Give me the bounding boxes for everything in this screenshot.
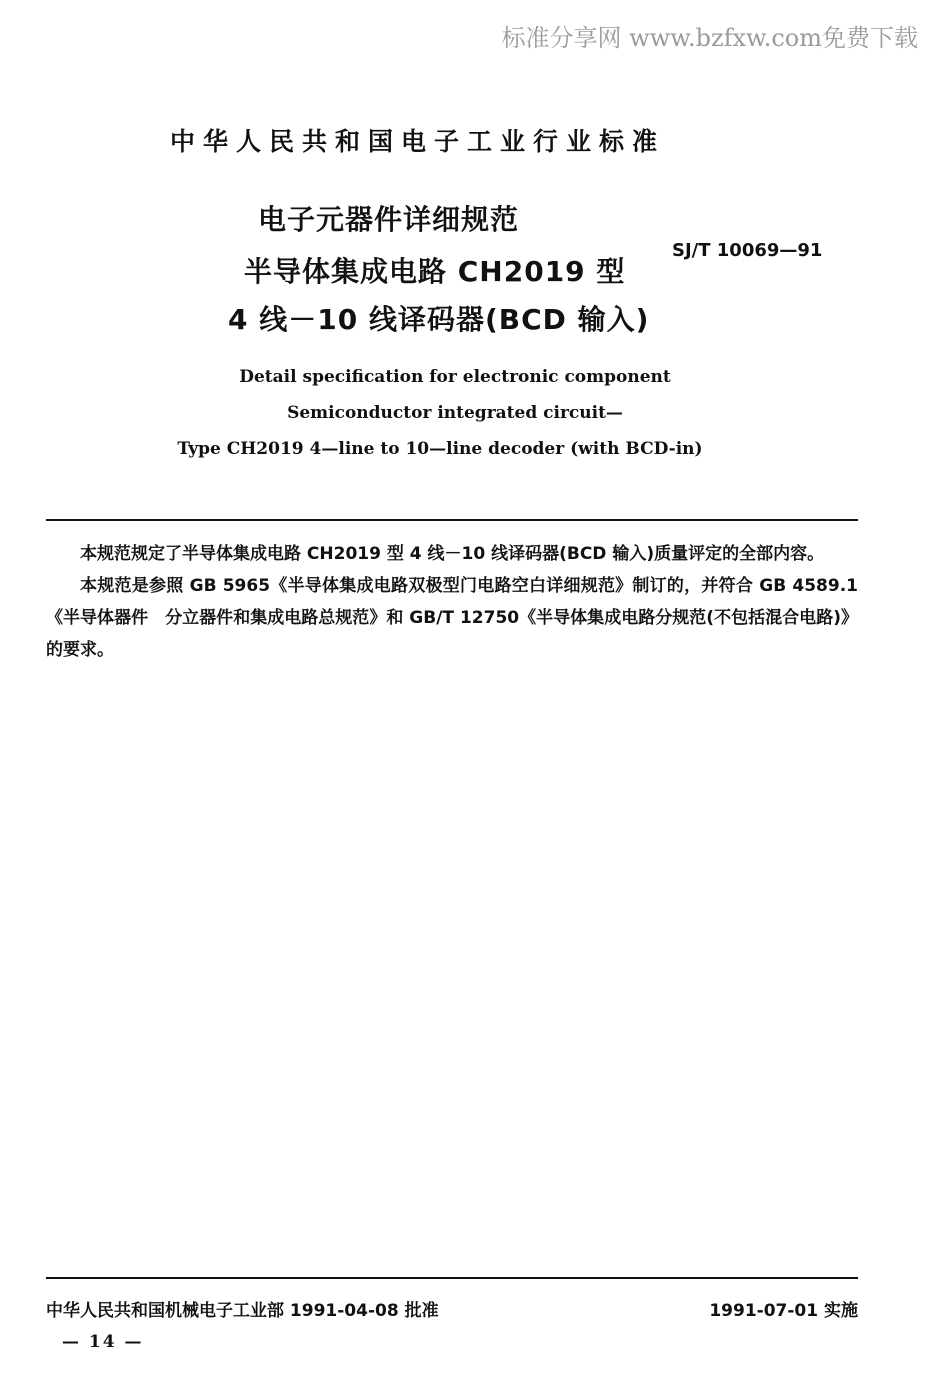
implementation-date: 1991-07-01 实施 [709,1301,858,1321]
title-en-line-2: Semiconductor integrated circuit— [287,403,623,423]
title-cn-line-2: 半导体集成电路 CH2019 型 [244,255,626,288]
footer-divider [46,1277,858,1279]
title-cn-line-1: 电子元器件详细规范 [258,203,520,236]
watermark-text: 标准分享网 www.bzfxw.com免费下载 [501,24,918,52]
body-paragraph-1: 本规范规定了半导体集成电路 CH2019 型 4 线－10 线译码器(BCD 输入)质量评定的全部内容。 [80,544,825,564]
approval-statement: 中华人民共和国机械电子工业部 1991-04-08 批准 [46,1301,439,1321]
title-en-line-3: Type CH2019 4—line to 10—line decoder (with BCD-in) [177,439,703,459]
title-en-line-1: Detail specification for electronic component [239,367,671,387]
body-content [46,538,858,666]
header-divider [46,519,858,521]
issuing-organization: 中华人民共和国电子工业行业标准 [169,127,665,156]
page-number: — 14 — [62,1332,144,1352]
standard-number: SJ/T 10069—91 [672,240,823,261]
body-paragraph-2: 本规范是参照 GB 5965《半导体集成电路双极型门电路空白详细规范》制订的，并符合 GB 4589.1《半导体器件 分立器件和集成电路总规范》和 GB/T 12750《半导体集成电路分规范(不包括混合电路)》的要求。 [46,576,858,660]
title-cn-line-3: 4 线－10 线译码器(BCD 输入) [228,303,650,336]
